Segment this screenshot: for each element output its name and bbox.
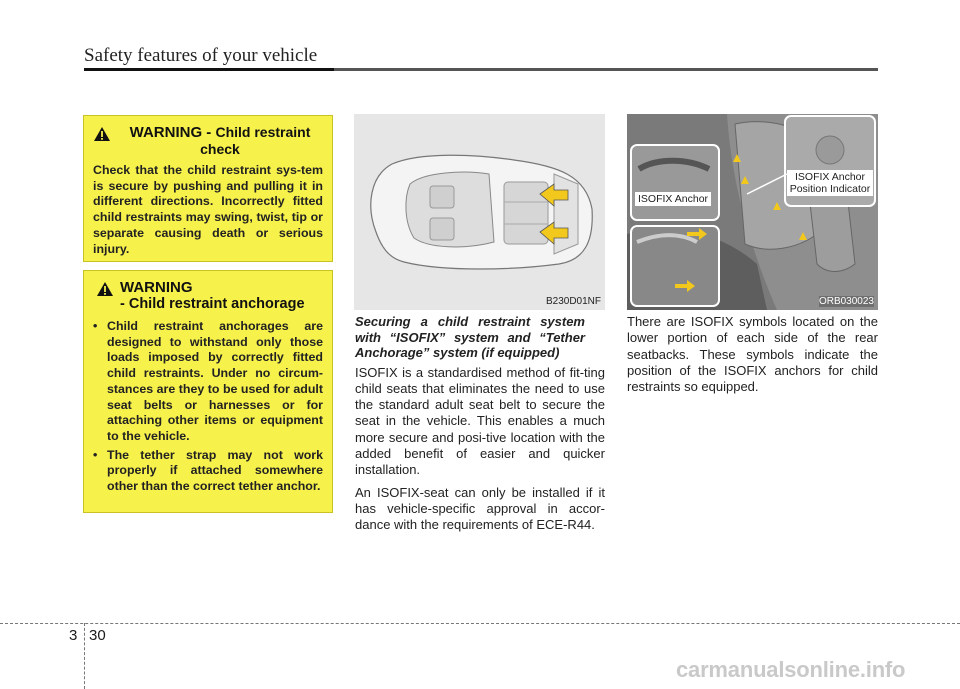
body-paragraph: An ISOFIX-seat can only be installed if it has vehicle-specific approval in accor-dance with the requirements of ECE-R44. — [355, 484, 605, 533]
middle-column — [355, 314, 605, 539]
right-column — [627, 314, 878, 401]
car-top-view-illustration — [354, 114, 605, 310]
warning-box-child-restraint-check — [83, 115, 333, 262]
warning-list-item: • The tether strap may not work properly if attached somewhere other than the correct tether anchor. — [93, 448, 323, 495]
rear-seat-photo-illustration — [627, 114, 878, 310]
warning-list-item: • Child restraint anchorages are designed to withstand only those loads imposed by correctly fitted child restraints. Under no circum-stances are they to be used for adult seat belts or harnesses or for attaching other items or equipment to the vehicle. — [93, 319, 323, 445]
warning-subtitle: - Child restraint anchorage — [120, 296, 305, 312]
page-header-title: Safety features of your vehicle — [84, 45, 318, 66]
warning-triangle-icon — [93, 126, 111, 142]
warning-box-child-restraint-anchorage — [83, 270, 333, 513]
footer-rule — [0, 623, 960, 624]
header-rule-accent — [84, 68, 334, 71]
page-number: 30 — [89, 627, 106, 644]
warning-text: Check that the child restraint sys-tem is secure by pushing and pulling it in different directions. Incorrectly fitted child restraints may swing, twist, tip or separate causing death or serious injury. — [93, 163, 323, 256]
body-paragraph: ISOFIX is a standardised method of fit-ting child seats that eliminates the need to use the standard adult seat belt to secure the seat in the vehicle. This enables a much more secure and posi-tive location with the added benefit of easier and quicker installation. — [355, 364, 605, 478]
warning-subtitle: Child restraint check — [200, 124, 311, 157]
figure-rear-seat-isofix — [627, 114, 878, 310]
isofix-indicator-label-line2: Position Indicator — [789, 183, 871, 195]
chapter-number: 3 — [69, 627, 78, 644]
isofix-indicator-label-line1: ISOFIX Anchor — [794, 171, 866, 183]
body-paragraph: There are ISOFIX symbols located on the lower portion of each side of the rear seatbacks. These symbols indicate the position of the ISOFIX anchors for child restraints so equipped. — [627, 314, 878, 395]
isofix-anchor-label: ISOFIX Anchor — [635, 192, 711, 206]
watermark: carmanualsonline.info — [676, 657, 906, 682]
warning-list — [93, 319, 323, 495]
warning-title: WARNING - — [129, 124, 216, 141]
warning-title: WARNING — [120, 279, 193, 296]
figure-code: ORB030023 — [818, 296, 874, 307]
section-subheading: Securing a child restraint system with “ISOFIX” system and “Tether Anchorage” system (if equipped) — [355, 314, 585, 360]
isofix-indicator-label — [787, 170, 873, 196]
warning-triangle-icon — [96, 281, 114, 297]
footer-divider — [84, 623, 85, 689]
figure-code: B230D01NF — [545, 296, 601, 307]
figure-car-top-view — [354, 114, 605, 310]
